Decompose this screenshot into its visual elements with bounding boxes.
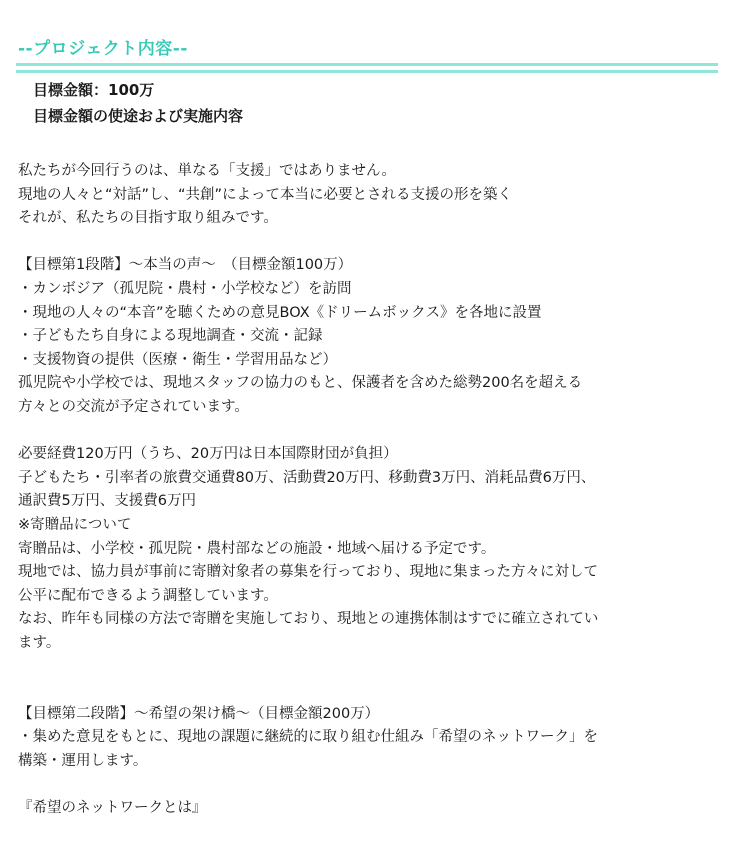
spacer [18, 420, 720, 444]
network-heading: 『希望のネットワークとは』 [18, 800, 207, 817]
section-divider-top [16, 63, 718, 66]
stage2-line: 構築・運用します。 [18, 752, 148, 769]
costs-line: ます。 [18, 634, 61, 651]
costs-line: 必要経費120万円（うち、20万円は日本国際財団が負担） [18, 446, 398, 463]
costs-line: ※寄贈品について [18, 516, 132, 533]
costs-line: 子どもたち・引率者の旅費交通費80万、活動費20万円、移動費3万円、消耗品費6万円、 [18, 469, 596, 486]
stage1-line: ・子どもたち自身による現地調査・交流・記録 [18, 328, 323, 345]
costs-line: 寄贈品は、小学校・孤児院・農村部などの施設・地域へ届ける予定です。 [18, 540, 496, 557]
spacer [18, 231, 720, 255]
intro-line: 私たちが今回行うのは、単なる「支援」ではありません。 [18, 163, 396, 179]
spacer [18, 655, 720, 679]
costs-line: 現地では、協力員が事前に寄贈対象者の募集を行っており、現地に集まった方々に対して [18, 564, 598, 581]
stage1-heading: 【目標第1段階】〜本当の声〜 （目標金額100万） [18, 257, 353, 274]
stage2-heading: 【目標第二段階】〜希望の架け橋〜（目標金額200万） [18, 705, 380, 722]
costs-line: なお、昨年も同様の方法で寄贈を実施しており、現地との連携体制はすでに確立されてい [18, 611, 599, 628]
section-title: --プロジェクト内容-- [18, 39, 188, 59]
intro-line: 現地の人々と“対話”し、“共創”によって本当に必要とされる支援の形を築く [18, 186, 513, 203]
section-divider-bottom [16, 70, 718, 73]
goal-usage-heading: 目標金額の使途および実施内容 [33, 107, 244, 125]
stage1-line: ・カンボジア（孤児院・農村・小学校など）を訪問 [18, 280, 352, 297]
costs-line: 通訳費5万円、支援費6万円 [18, 493, 196, 510]
goal-amount-heading: 目標金額：100万 [33, 81, 155, 99]
intro-line: それが、私たちの目指す取り組みです。 [18, 210, 278, 227]
spacer [18, 773, 720, 797]
spacer [18, 679, 720, 703]
stage2-line: ・集めた意見をもとに、現地の課題に継続的に取り組む仕組み「希望のネットワーク」を [18, 729, 598, 746]
stage1-line: ・支援物資の提供（医療・衛生・学習用品など） [18, 351, 337, 368]
stage1-line: 方々との交流が予定されています。 [18, 398, 249, 415]
stage1-line: 孤児院や小学校では、現地スタッフの協力のもと、保護者を含めた総勢200名を超える [18, 375, 583, 392]
body-text [18, 160, 720, 821]
stage1-line: ・現地の人々の“本音”を聴くための意見BOX《ドリームボックス》を各地に設置 [18, 304, 542, 321]
costs-line: 公平に配布できるよう調整しています。 [18, 587, 278, 604]
